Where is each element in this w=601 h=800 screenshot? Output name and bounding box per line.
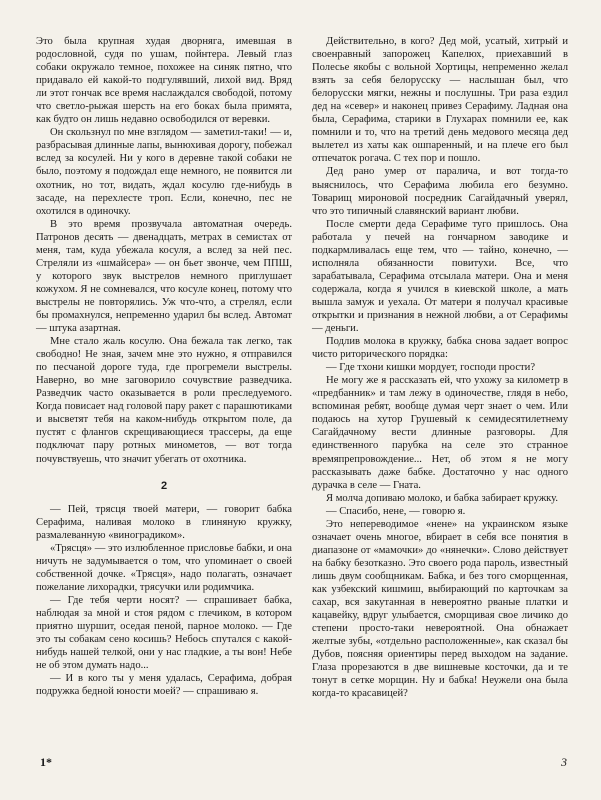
body-paragraph: Мне стало жаль косулю. Она бежала так легко, так свободно! Не зная, зачем мне это нужно, я отправился по песчаной дороге туда, где прогремели выстрелы. Наверно, во мне заговорило сочувствие разведчика. Разведчик часто оказывается в роли преследуемого. Когда повисает над головой пару ракет с парашютиками и высветят тебя на каком-нибудь открытом поле, да пустят с флангов скрещивающиеся трассеры, да еще подключат пару ротных минометов, — вот тогда почувствуешь, что значит убегать от охотника.: [36, 336, 292, 465]
body-paragraph: Действительно, в кого? Дед мой, усатый, хитрый и своенравный запорожец Капелюх, приехавший в Полесье якобы с вольной Хортицы, непременно желал взять за себя белорусску — наслышан был, что белорусски мягки, нежны и послушны. Три раза ездил дед на «север» и наконец привез Серафиму. Ладная она была, Серафима, старики в Глухарах помнили ее, как помнили и то, что на третий день медового месяца дед вылетел из хаты как ошпаренный, и на плече его был отпечаток рогача. С тех пор и пошло.: [312, 36, 568, 165]
body-paragraph: — Спасибо, нене, — говорю я.: [326, 505, 466, 517]
body-paragraph: — Пей, трясця твоей матери, — говорит бабка Серафима, наливая молоко в глиняную кружку, размалеванную «виноградиком».: [36, 503, 292, 541]
body-paragraph: После смерти деда Серафиме туго пришлось. Она работала у печей на гончарном заводике и подкармливалась еще тем, что — тайно, конечно, — исполняла обязанности повитухи. Все, что зарабатывала, Серафима отсылала матери. Она и меня содержала, когда я учился в киевской школе, а мать вышла замуж и уехала. От матери я получал красивые открытки и признания в нежной любви, а от Серафимы — деньги.: [312, 218, 568, 335]
right-column: [312, 35, 568, 700]
section-number: 2: [160, 479, 168, 492]
body-paragraph: Дед рано умер от паралича, и вот тогда-то выяснилось, что Серафима любила его безумно. Товарищ мироновой посредник Сагайдачный уверял, что это типичный славянский вариант любви.: [312, 166, 568, 217]
page-number: 3: [561, 755, 567, 769]
body-paragraph: Не могу же я рассказать ей, что ухожу за километр в «предбанник» и там лежу в одиночестве, глядя в небо, вспоминая ребят, вообще думая черт знает о чем. Или подаюсь на хутор Грушевый к семидесятилетнему Сагайдачному вести длинные разговоры. Для единственного парубка на селе это странное времяпрепровождение... Нет, об этом я не могу рассказывать даже бабке. Достаточно у нас одного дурачка в селе — Гната.: [312, 375, 568, 491]
body-paragraph: — Где тебя черти носят? — спрашивает бабка, наблюдая за мной и стоя рядом с глечиком, в котором приятно шуршит, оседая пеной, парное молоко. — Где это ты собакам сено косишь? Небось спутался с какой-нибудь нашей телкой, они у нас гладкие, а ты вон! Небе не об этом думать надо...: [36, 594, 292, 672]
body-paragraph: — И в кого ты у меня удалась, Серафима, добрая подружка бедной юности моей? — спрашиваю я.: [36, 673, 292, 698]
body-paragraph: Это была крупная худая дворняга, имевшая в родословной, судя по ушам, пойнтера. Левый глаз собаки окружало темное, похожее на синяк пятно, что придавало ей какой-то подгулявший, лихой вид. Вряд ли этот гончак все время наслаждался свободой, потому что светло-рыжая шерсть на его боках была примята, как будто он лишь недавно освободился от веревки.: [36, 36, 292, 126]
body-paragraph: Это непереводимое «нене» на украинском языке означает очень многое, вбирает в себя все понятия в диапазоне от «мамочки» до «нянечки». Слово действует на бабку безотказно. Это своего рода пароль, известный лишь двум сообщникам. Бабка, и без того сморщенная, как узбекский кишмиш, выбирающий по карточкам за сахар, вся закутанная в невероятно рваные платки и кацавейку, вдруг улыбается, сморщивая свое личико до степени просто-таки невероятной. Она обнажает желтые зубы, «отдельно расположенные», как сказал бы Дубов, поясняя ориентиры перед выходом на задание. Глаза прорезаются в две вишневые косточки, да и те тонут в сетке морщин. Ну и бабка! Неужели она была когда-то красавицей?: [312, 518, 568, 700]
signature-mark: 1*: [40, 755, 52, 769]
body-paragraph: «Трясця» — это излюбленное присловье бабки, и она ничуть не задумывается о том, что упоминает о своей собственной дочке. «Трясця», надо полагать, означает пожелание лихорадки, трясучки или родимчика.: [36, 542, 292, 593]
body-paragraph: Он скользнул по мне взглядом — заметил-таки! — и, разбрасывая длинные лапы, вынюхивая дорогу, побежал вслед за косулей. Ни у кого в деревне такой собаки не было, поэтому я подождал еще немного, не появится ли охотник, но тот, видать, ждал косулю где-нибудь в засаде, на перехлесте троп. Если, конечно, пес не охотился в одиночку.: [36, 127, 292, 217]
left-column: [36, 35, 292, 698]
body-paragraph: Я молча допиваю молоко, и бабка забирает кружку.: [326, 492, 559, 504]
body-paragraph: Подлив молока в кружку, бабка снова задает вопрос чисто риторического порядка:: [312, 336, 568, 361]
body-paragraph: В это время прозвучала автоматная очередь. Патронов десять — двенадцать, метрах в семистах от меня, там, куда убежала косуля, а вслед за ней пес. Стреляли из «шмайсера» — он бьет звонче, чем ППШ, у которого звук выстрелов немного приглушает кожухом. Я не сомневался, что косуле конец, потому что выстрелы не повторялись. Уж что-что, а стрелял, если бы промахнулся, непременно ударил бы вслед. Автомат — штука азартная.: [36, 218, 292, 335]
body-paragraph: — Где тхони кишки мордует, господи прости?: [326, 362, 536, 374]
